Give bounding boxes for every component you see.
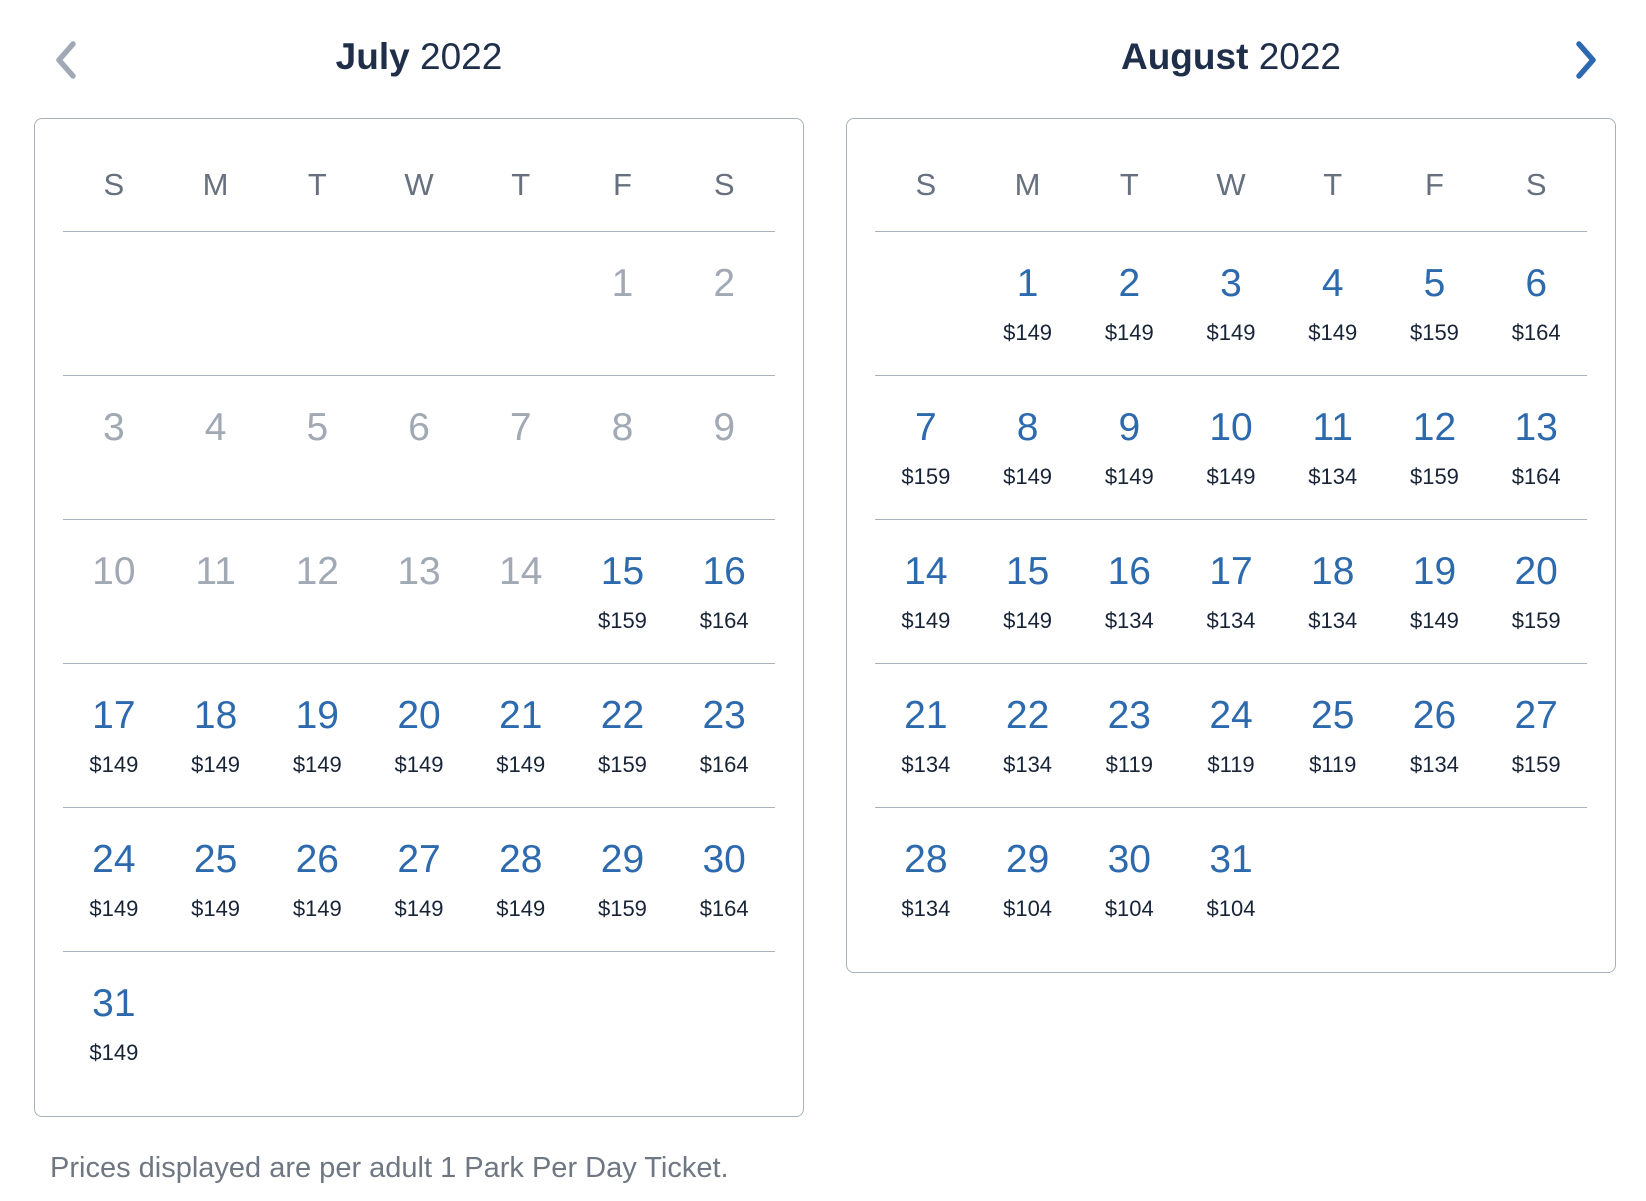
day-cell[interactable] — [63, 664, 165, 807]
day-number: 20 — [397, 694, 441, 737]
day-number: 17 — [92, 694, 136, 737]
day-cell[interactable] — [266, 664, 368, 807]
day-number: 5 — [306, 406, 329, 449]
day-cell-unavailable — [63, 520, 165, 663]
day-number: 28 — [904, 838, 948, 881]
day-price: $119 — [1105, 752, 1153, 777]
day-price: $149 — [394, 896, 444, 921]
day-price: $149 — [1003, 464, 1053, 489]
day-cell[interactable] — [875, 664, 977, 807]
day-price: $149 — [89, 1040, 139, 1065]
empty-day-cell — [266, 952, 368, 1096]
day-price: $149 — [191, 896, 241, 921]
day-cell[interactable] — [572, 808, 674, 951]
weekday-header-row — [875, 119, 1587, 232]
day-number: 30 — [1107, 838, 1151, 881]
day-cell[interactable] — [1485, 376, 1587, 519]
day-number: 3 — [1220, 262, 1242, 305]
day-price: $119 — [1309, 752, 1357, 777]
weekday-label: S — [713, 167, 735, 202]
calendar-july — [34, 118, 804, 1117]
day-number: 8 — [611, 406, 634, 449]
day-price: $134 — [901, 752, 951, 777]
empty-day-cell — [572, 952, 674, 1096]
day-number: 22 — [600, 694, 645, 737]
day-price: $159 — [1511, 752, 1561, 777]
day-cell[interactable] — [1180, 232, 1282, 375]
day-cell[interactable] — [1078, 664, 1180, 807]
day-cell[interactable] — [368, 664, 470, 807]
day-number: 19 — [1412, 550, 1457, 593]
weekday-label: F — [1424, 167, 1444, 202]
day-number: 27 — [397, 838, 441, 881]
day-cell[interactable] — [977, 232, 1079, 375]
day-price: $134 — [901, 896, 951, 921]
day-cell[interactable] — [1078, 520, 1180, 663]
empty-day-cell — [470, 232, 572, 375]
day-cell[interactable] — [1384, 376, 1486, 519]
month-title-august — [846, 31, 1616, 83]
day-number: 31 — [92, 982, 136, 1025]
day-price: $134 — [1308, 464, 1358, 489]
day-number: 15 — [1005, 550, 1050, 593]
day-number: 27 — [1514, 694, 1558, 737]
day-price: $104 — [1003, 896, 1053, 921]
day-number: 7 — [509, 406, 532, 449]
empty-day-cell — [266, 232, 368, 375]
day-number: 16 — [702, 550, 746, 593]
day-cell[interactable] — [1078, 808, 1180, 952]
day-number: 6 — [1525, 262, 1548, 305]
day-cell[interactable] — [1282, 520, 1384, 663]
empty-day-cell — [63, 232, 165, 375]
week-row — [875, 376, 1587, 520]
day-price: $159 — [1511, 608, 1561, 633]
day-cell-unavailable — [673, 232, 775, 375]
weekday-label: W — [1216, 167, 1246, 202]
day-cell[interactable] — [1078, 376, 1180, 519]
empty-day-cell — [1384, 808, 1486, 952]
day-cell-unavailable — [572, 232, 674, 375]
empty-day-cell — [1485, 808, 1587, 952]
day-number: 14 — [904, 550, 948, 593]
day-number: 13 — [397, 550, 441, 593]
day-number: 5 — [1423, 262, 1446, 305]
day-price: $149 — [89, 752, 139, 777]
weekday-label: M — [1014, 167, 1041, 202]
day-price: $159 — [1409, 320, 1459, 345]
day-cell[interactable] — [977, 376, 1079, 519]
day-number: 2 — [713, 262, 736, 305]
day-price: $104 — [1206, 896, 1256, 921]
day-cell-unavailable — [165, 376, 267, 519]
day-price: $149 — [1104, 464, 1154, 489]
day-number: 29 — [1005, 838, 1050, 881]
day-price: $164 — [699, 752, 749, 777]
price-footnote: Prices displayed are per adult 1 Park Per Day Ticket. — [50, 1152, 729, 1184]
weekday-header-row — [63, 119, 775, 232]
day-number: 10 — [1209, 406, 1253, 449]
empty-day-cell — [673, 952, 775, 1096]
weekday-label: S — [1525, 167, 1547, 202]
day-price: $149 — [394, 752, 444, 777]
day-number: 21 — [499, 694, 543, 737]
day-cell-unavailable — [368, 376, 470, 519]
day-number: 31 — [1209, 838, 1253, 881]
day-number: 19 — [295, 694, 339, 737]
weekday-label: M — [202, 167, 229, 202]
day-cell[interactable] — [673, 520, 775, 663]
day-price: $149 — [496, 896, 546, 921]
day-cell[interactable] — [266, 808, 368, 951]
week-row — [63, 952, 775, 1096]
next-month-button[interactable] — [1556, 30, 1616, 90]
day-number: 7 — [915, 406, 937, 449]
day-cell[interactable] — [368, 808, 470, 951]
day-cell[interactable] — [165, 664, 267, 807]
day-price: $149 — [496, 752, 546, 777]
day-number: 14 — [499, 550, 543, 593]
month-year: 2022 — [1258, 36, 1342, 77]
empty-day-cell — [165, 952, 267, 1096]
day-price: $149 — [292, 896, 342, 921]
day-price: $159 — [597, 896, 647, 921]
day-cell-unavailable — [673, 376, 775, 519]
day-price: $149 — [1206, 464, 1256, 489]
day-number: 11 — [195, 550, 236, 593]
day-price: $149 — [89, 896, 139, 921]
day-price: $134 — [1003, 752, 1053, 777]
weekday-label: T — [1119, 167, 1139, 202]
day-cell[interactable] — [63, 808, 165, 951]
day-price: $104 — [1104, 896, 1154, 921]
calendar-august — [846, 118, 1616, 973]
day-price: $159 — [597, 608, 647, 633]
week-row — [63, 376, 775, 520]
day-number: 23 — [1107, 694, 1151, 737]
day-cell-unavailable — [266, 376, 368, 519]
day-number: 26 — [1412, 694, 1457, 737]
day-cell[interactable] — [875, 520, 977, 663]
day-number: 12 — [295, 550, 339, 593]
day-cell-unavailable — [266, 520, 368, 663]
day-cell[interactable] — [165, 808, 267, 951]
day-cell[interactable] — [1282, 232, 1384, 375]
day-price: $164 — [1511, 320, 1561, 345]
weekday-label: T — [511, 167, 531, 202]
day-cell[interactable] — [1384, 232, 1486, 375]
day-cell[interactable] — [1078, 232, 1180, 375]
empty-day-cell — [368, 232, 470, 375]
day-cell[interactable] — [1282, 664, 1384, 807]
week-row — [875, 520, 1587, 664]
week-row — [63, 808, 775, 952]
day-number: 10 — [92, 550, 136, 593]
day-number: 26 — [295, 838, 339, 881]
day-price: $149 — [1206, 320, 1256, 345]
day-cell-unavailable — [165, 520, 267, 663]
week-row — [875, 232, 1587, 376]
day-price: $149 — [901, 608, 951, 633]
day-number: 23 — [702, 694, 746, 737]
day-price: $159 — [1409, 464, 1459, 489]
day-number: 18 — [193, 694, 238, 737]
weekday-label: W — [404, 167, 434, 202]
day-price: $159 — [597, 752, 647, 777]
day-price: $149 — [1003, 320, 1053, 345]
day-price: $119 — [1207, 752, 1255, 777]
day-number: 13 — [1514, 406, 1558, 449]
day-cell[interactable] — [1485, 232, 1587, 375]
day-cell[interactable] — [673, 664, 775, 807]
day-number: 3 — [103, 406, 125, 449]
day-number: 30 — [702, 838, 746, 881]
day-price: $134 — [1206, 608, 1256, 633]
day-number: 25 — [193, 838, 238, 881]
day-price: $149 — [1409, 608, 1459, 633]
day-cell[interactable] — [977, 520, 1079, 663]
day-number: 1 — [611, 262, 634, 305]
day-number: 20 — [1514, 550, 1558, 593]
day-number: 29 — [600, 838, 645, 881]
weekday-label: T — [1323, 167, 1343, 202]
day-price: $134 — [1104, 608, 1154, 633]
day-cell-unavailable — [470, 376, 572, 519]
day-number: 9 — [713, 406, 736, 449]
week-row — [63, 232, 775, 376]
day-cell[interactable] — [1180, 664, 1282, 807]
month-title-july — [34, 31, 804, 83]
empty-day-cell — [875, 232, 977, 375]
day-number: 6 — [408, 406, 430, 449]
month-name: August — [1120, 36, 1249, 77]
month-year: 2022 — [420, 36, 503, 77]
day-cell-unavailable — [470, 520, 572, 663]
day-cell[interactable] — [1180, 376, 1282, 519]
weekday-label: F — [612, 167, 632, 202]
empty-day-cell — [165, 232, 267, 375]
day-price: $134 — [1409, 752, 1459, 777]
day-cell[interactable] — [977, 808, 1079, 952]
weekday-label: T — [307, 167, 327, 202]
day-number: 24 — [92, 838, 136, 881]
day-cell[interactable] — [1180, 808, 1282, 952]
day-number: 11 — [1312, 406, 1353, 449]
empty-day-cell — [470, 952, 572, 1096]
day-cell[interactable] — [470, 808, 572, 951]
day-cell[interactable] — [1485, 664, 1587, 807]
day-price: $164 — [699, 608, 749, 633]
weekday-label: S — [915, 167, 937, 202]
day-price: $134 — [1308, 608, 1358, 633]
day-cell[interactable] — [572, 520, 674, 663]
day-number: 12 — [1412, 406, 1457, 449]
empty-day-cell — [368, 952, 470, 1096]
day-cell-unavailable — [63, 376, 165, 519]
day-number: 21 — [904, 694, 948, 737]
day-number: 4 — [204, 406, 227, 449]
day-cell[interactable] — [673, 808, 775, 951]
day-price: $149 — [292, 752, 342, 777]
day-number: 17 — [1209, 550, 1253, 593]
day-price: $164 — [699, 896, 749, 921]
week-row — [875, 808, 1587, 952]
week-row — [875, 664, 1587, 808]
day-cell[interactable] — [63, 952, 165, 1096]
day-cell[interactable] — [1180, 520, 1282, 663]
day-number: 1 — [1016, 262, 1039, 305]
month-name: July — [335, 36, 410, 77]
day-number: 24 — [1209, 694, 1253, 737]
day-cell[interactable] — [977, 664, 1079, 807]
day-number: 9 — [1118, 406, 1141, 449]
day-cell[interactable] — [875, 808, 977, 952]
day-number: 2 — [1118, 262, 1141, 305]
weekday-label: S — [103, 167, 125, 202]
day-price: $149 — [1003, 608, 1053, 633]
day-number: 22 — [1005, 694, 1050, 737]
day-number: 25 — [1311, 694, 1355, 737]
week-row — [63, 664, 775, 808]
day-number: 15 — [600, 550, 645, 593]
day-price: $149 — [191, 752, 241, 777]
day-cell-unavailable — [368, 520, 470, 663]
day-price: $164 — [1511, 464, 1561, 489]
day-number: 16 — [1107, 550, 1151, 593]
day-number: 28 — [499, 838, 543, 881]
day-price: $149 — [1308, 320, 1358, 345]
week-row — [63, 520, 775, 664]
day-number: 8 — [1016, 406, 1039, 449]
empty-day-cell — [1282, 808, 1384, 952]
day-cell[interactable] — [470, 664, 572, 807]
day-price: $159 — [901, 464, 951, 489]
day-cell-unavailable — [572, 376, 674, 519]
day-cell[interactable] — [1282, 376, 1384, 519]
day-cell[interactable] — [1384, 664, 1486, 807]
day-cell[interactable] — [1384, 520, 1486, 663]
day-number: 18 — [1311, 550, 1355, 593]
day-number: 4 — [1321, 262, 1344, 305]
chevron-right-icon — [1571, 40, 1601, 80]
day-cell[interactable] — [572, 664, 674, 807]
day-cell[interactable] — [875, 376, 977, 519]
day-cell[interactable] — [1485, 520, 1587, 663]
day-price: $149 — [1104, 320, 1154, 345]
